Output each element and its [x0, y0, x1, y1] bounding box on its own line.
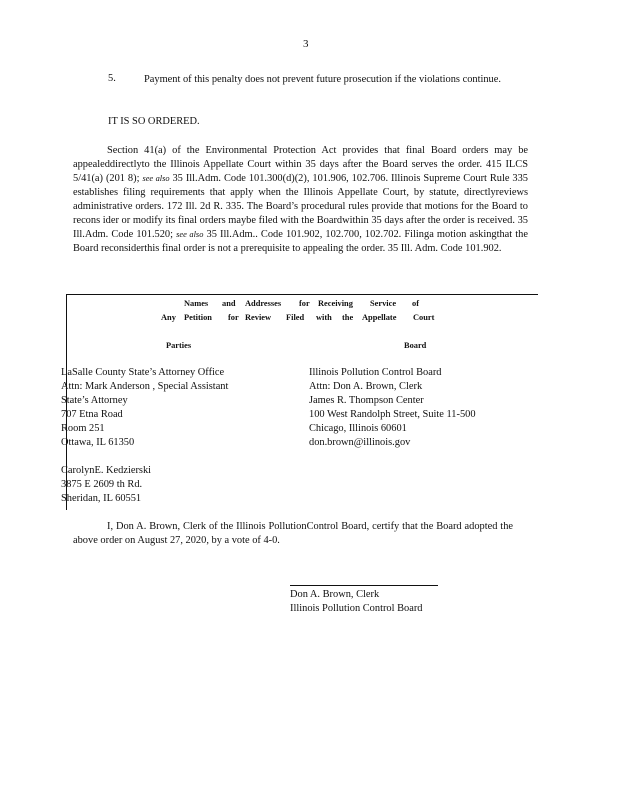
header-word: of [412, 299, 419, 308]
header-word: for [228, 313, 239, 322]
header-word: Service [370, 299, 397, 308]
header-word: for [299, 299, 310, 308]
address-line: Ottawa, IL 61350 [61, 437, 135, 448]
address-line: 100 West Randolph Street, Suite 11-500 [309, 409, 476, 420]
item-number: 5. [108, 73, 116, 84]
signer-organization: Illinois Pollution Control Board [290, 603, 423, 614]
paragraph-part-1: Section 41(a) of the Environmental Protection Act provides that final Board orders may be appealeddirectlyto the Illinois Appellate Court within 35 days after the Board serves the order. 415 ILCS 5/41(a) (201 8); [73, 145, 528, 184]
address-line: Room 251 [61, 423, 105, 434]
page-number: 3 [303, 38, 309, 50]
paragraph-part-3: 35 Ill.Adm.. Code 101.902, 102.700, 102.702. Filinga motion askingthat the Board reconsiderthis final order is not a prerequisite to appealing the order. 35 Ill. Adm. Code 101.902. [73, 229, 528, 254]
address-line: James R. Thompson Center [309, 395, 424, 406]
header-word: Addresses [245, 299, 282, 308]
signature-block [290, 588, 423, 616]
clerk-certification [73, 520, 513, 548]
address-line: Attn: Don A. Brown, Clerk [309, 381, 423, 392]
board-address [309, 366, 476, 450]
address-line: Sheridan, IL 60551 [61, 493, 142, 504]
address-line: Attn: Mark Anderson , Special Assistant [61, 381, 229, 392]
address-line: CarolynE. Kedzierski [61, 465, 152, 476]
service-box-top-border [66, 294, 538, 295]
paragraph-part-2: 35 Ill.Adm. Code 101.300(d)(2), 101.906, 102.706. Illinois Supreme Court Rule 335 establishes filing requirements that apply when the Illinois Appellate Court, by statute, directlyreviews administrative orders. 172 Ill. 2d R. 335. The Board’s procedural rules provide that motions for the Board to recons ider or modify its final orders maybe filed with the Boardwithin 35 days after the order is received. 35 Ill.Adm. Code 101.520; [73, 173, 529, 240]
ordered-statement: IT IS SO ORDERED. [108, 116, 200, 127]
parties-heading: Parties [166, 341, 192, 350]
address-line: 3875 E 2609 th Rd. [61, 479, 143, 490]
party-address-1 [61, 366, 228, 450]
board-email: don.brown@illinois.gov [309, 437, 411, 448]
header-word: Court [413, 313, 435, 322]
header-word: with [316, 313, 332, 322]
header-word: Petition [184, 313, 212, 322]
header-word: Review [245, 313, 272, 322]
address-line: LaSalle County State’s Attorney Office [61, 367, 225, 378]
party-address-2 [61, 464, 151, 506]
address-line: Illinois Pollution Control Board [309, 367, 442, 378]
header-word: Filed [286, 313, 305, 322]
address-line: State’s Attorney [61, 395, 128, 406]
item-text: Payment of this penalty does not prevent future prosecution if the violations continue. [144, 74, 501, 85]
header-word: and [222, 299, 236, 308]
certification-text: I, Don A. Brown, Clerk of the Illinois PollutionControl Board, certify that the Board adopted the above order on August 27, 2020, by a vote of 4-0. [73, 521, 513, 546]
header-word: the [342, 313, 354, 322]
header-word: Names [184, 299, 209, 308]
appeal-paragraph [73, 144, 528, 256]
see-also-1: see also [142, 174, 170, 183]
header-word: Any [161, 313, 176, 322]
address-line: Chicago, Illinois 60601 [309, 423, 407, 434]
signature-line [290, 585, 438, 586]
signer-name: Don A. Brown, Clerk [290, 589, 380, 600]
header-word: Appellate [362, 313, 397, 322]
address-line: 707 Etna Road [61, 409, 123, 420]
see-also-2: see also [176, 230, 204, 239]
board-heading: Board [404, 341, 427, 350]
header-word: Receiving [318, 299, 353, 308]
